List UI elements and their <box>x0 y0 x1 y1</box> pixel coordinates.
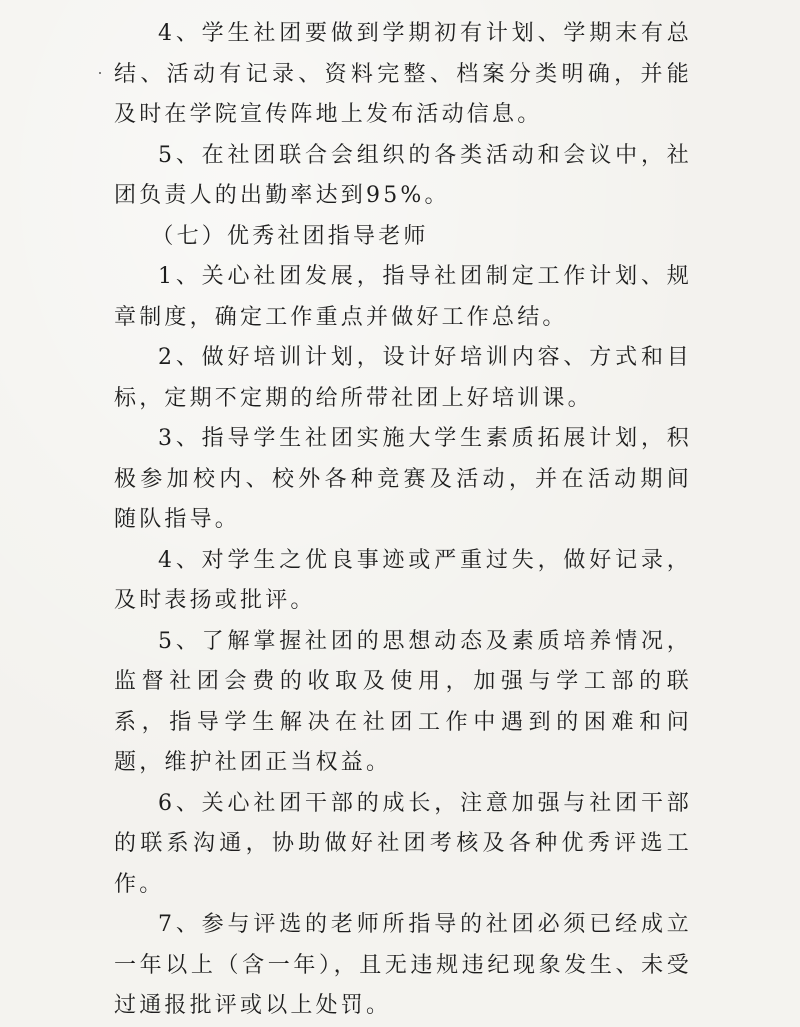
scan-speck <box>99 72 101 74</box>
paragraph-advisor-6: 6、关心社团干部的成长，注意加强与社团干部的联系沟通，协助做好社团考核及各种优秀评选工作。 <box>114 790 692 897</box>
paragraph-advisor-7: 7、参与评选的老师所指导的社团必须已经成立一年以上（含一年），且无违规违纪现象发生、未受过通报批评或以上处罚。 <box>114 912 692 1018</box>
paragraph-advisor-3: 3、指导学生社团实施大学生素质拓展计划，积极参加校内、校外各种竞赛及活动，并在活动期间随队指导。 <box>114 426 692 532</box>
paragraph-advisor-4: 4、对学生之优良事迹或严重过失，做好记录，及时表扬或批评。 <box>114 547 692 613</box>
section-heading-outstanding-advisor: （七）优秀社团指导老师 <box>151 223 429 249</box>
paragraph-item-5-attendance: 5、在社团联合会组织的各类活动和会议中，社团负责人的出勤率达到95%。 <box>114 142 692 208</box>
paragraph-advisor-2: 2、做好培训计划，设计好培训内容、方式和目标，定期不定期的给所带社团上好培训课。 <box>114 345 692 411</box>
paragraph-advisor-5: 5、了解掌握社团的思想动态及素质培养情况，监督社团会费的收取及使用，加强与学工部的联系，指导学生解决在社团工作中遇到的困难和问题，维护社团正当权益。 <box>114 628 692 775</box>
paragraph-item-4-plan: 4、学生社团要做到学期初有计划、学期末有总结、活动有记录、资料完整、档案分类明确，并能及时在学院宣传阵地上发布活动信息。 <box>114 21 692 127</box>
paragraph-advisor-1: 1、关心社团发展，指导社团制定工作计划、规章制度，确定工作重点并做好工作总结。 <box>114 264 692 330</box>
